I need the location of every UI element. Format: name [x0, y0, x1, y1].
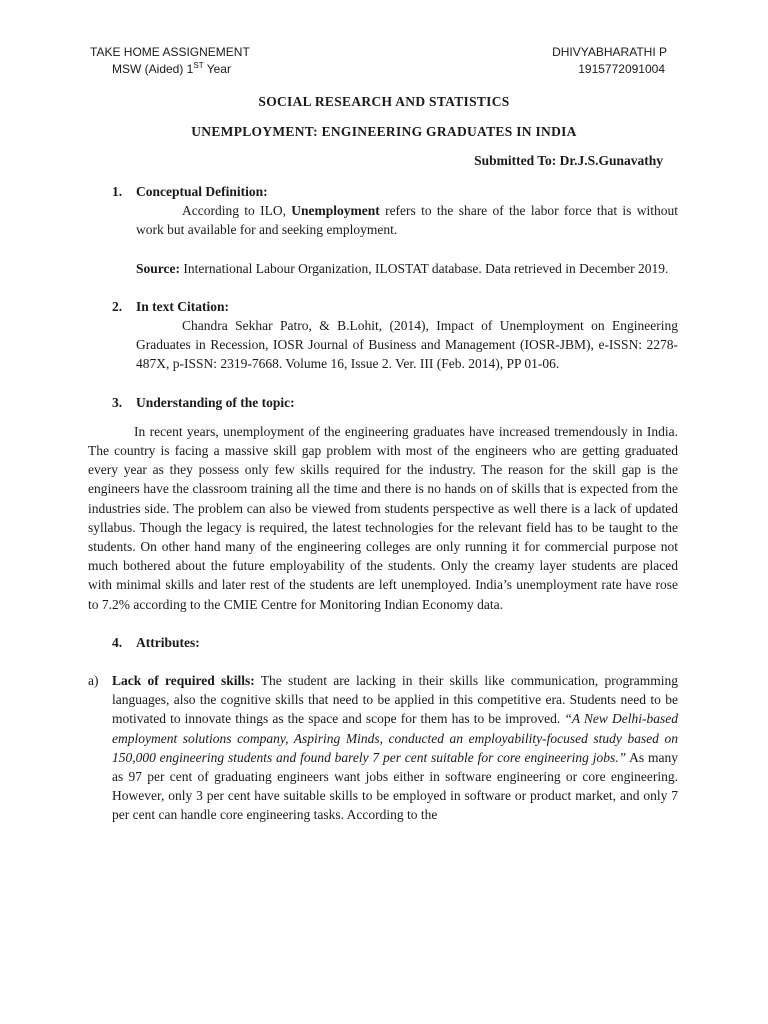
- section-number: 1.: [112, 184, 123, 199]
- topic-paragraph: In recent years, unemployment of the engineering graduates have increased tremendously in India. The country is facing a massive skill gap problem with most of the engineers who are getting graduated every year as they possess only few skills required for the industry. The reason for the skill gap is the engineers have the classroom training all the time and there is no hands on of skills that is expected from the industries side. The problem can also be viewed from students perspective as well there is a lack of updated syllabus. Though the legacy is required, the latest technologies for the relevant field has to be taught to the students. On other hand many of the engineering colleges are only running it for commercial purpose not much bothered about the future employability of the students. Only the creamy layer students are placed with minimal skills and later rest of the students are left unemployed. India’s unemployment rate have rose to 7.2% according to the CMIE Centre for Monitoring Indian Economy data.: [88, 423, 678, 612]
- attribute-item-a: [88, 671, 678, 825]
- student-name: DHIVYABHARATHI P: [552, 45, 667, 59]
- source-text: International Labour Organization, ILOSTAT database. Data retrieved in December 2019.: [180, 260, 669, 276]
- list-marker: a): [88, 673, 99, 689]
- document-body: [88, 182, 678, 825]
- submitted-to: Submitted To: Dr.J.S.Gunavathy: [474, 153, 663, 168]
- topic-title: UNEMPLOYMENT: ENGINEERING GRADUATES IN INDIA: [191, 124, 577, 139]
- section-title: Understanding of the topic:: [136, 394, 295, 410]
- attribute-text: The student are lacking in their skills like communication, programming languages, also the cognitive skills that need to be applied in this competitive era. Students need to be motivated to innovate things as the space and scope for them has to be improved.: [112, 673, 678, 727]
- subject-title: SOCIAL RESEARCH AND STATISTICS: [258, 94, 510, 109]
- course-text: MSW (Aided) 1: [112, 62, 194, 76]
- section-number: 2.: [112, 298, 123, 314]
- header-right: [552, 44, 667, 78]
- attribute-quote: “A New Delhi-based employment solutions company, Aspiring Minds, conducted an employability-focused study based on 150,000 engineering students and found barely 7 per cent suitable for core engineering jobs.”: [112, 711, 678, 765]
- section-1-heading: [112, 182, 678, 201]
- student-id: 1915772091004: [578, 62, 665, 76]
- definition-text-post: refers to the share of the labor force that is without work but available for and seeking employment.: [136, 203, 678, 238]
- definition-paragraph: [112, 201, 678, 239]
- source-label: Source:: [136, 260, 180, 276]
- section-2-heading: [112, 297, 678, 316]
- year-text: Year: [203, 62, 231, 76]
- citation-text: Chandra Sekhar Patro, & B.Lohit, (2014), Impact of Unemployment on Engineering Graduates in Recession, IOSR Journal of Business and Management (IOSR-JBM), e-ISSN: 2278-487X, p-ISSN: 2319-7668. Volume 16, Issue 2. Ver. III (Feb. 2014), PP 01-06.: [136, 318, 678, 372]
- attribute-text-continued: As many as 97 per cent of graduating engineers want jobs either in software engineering or core engineering. However, only 3 per cent have suitable skills to be employed in software or product market, and only 7 per cent can handle core engineering tasks. According to the: [112, 749, 678, 823]
- section-3-heading: [112, 393, 678, 412]
- section-title: Conceptual Definition:: [136, 184, 268, 199]
- definition-text-pre: According to ILO,: [182, 203, 292, 219]
- ordinal-suffix: ST: [193, 61, 204, 70]
- header-left: [90, 44, 250, 78]
- section-number: 3.: [112, 394, 123, 410]
- section-title: In text Citation:: [136, 298, 229, 314]
- source-paragraph: [112, 259, 678, 278]
- section-4-heading: [112, 633, 678, 652]
- assignment-type: TAKE HOME ASSIGNEMENT: [90, 45, 250, 59]
- section-number: 4.: [112, 634, 123, 650]
- definition-term: Unemployment: [291, 203, 380, 219]
- citation-paragraph: [112, 316, 678, 374]
- course-year: [90, 61, 250, 78]
- attribute-label: Lack of required skills:: [112, 673, 255, 689]
- section-title: Attributes:: [136, 634, 200, 650]
